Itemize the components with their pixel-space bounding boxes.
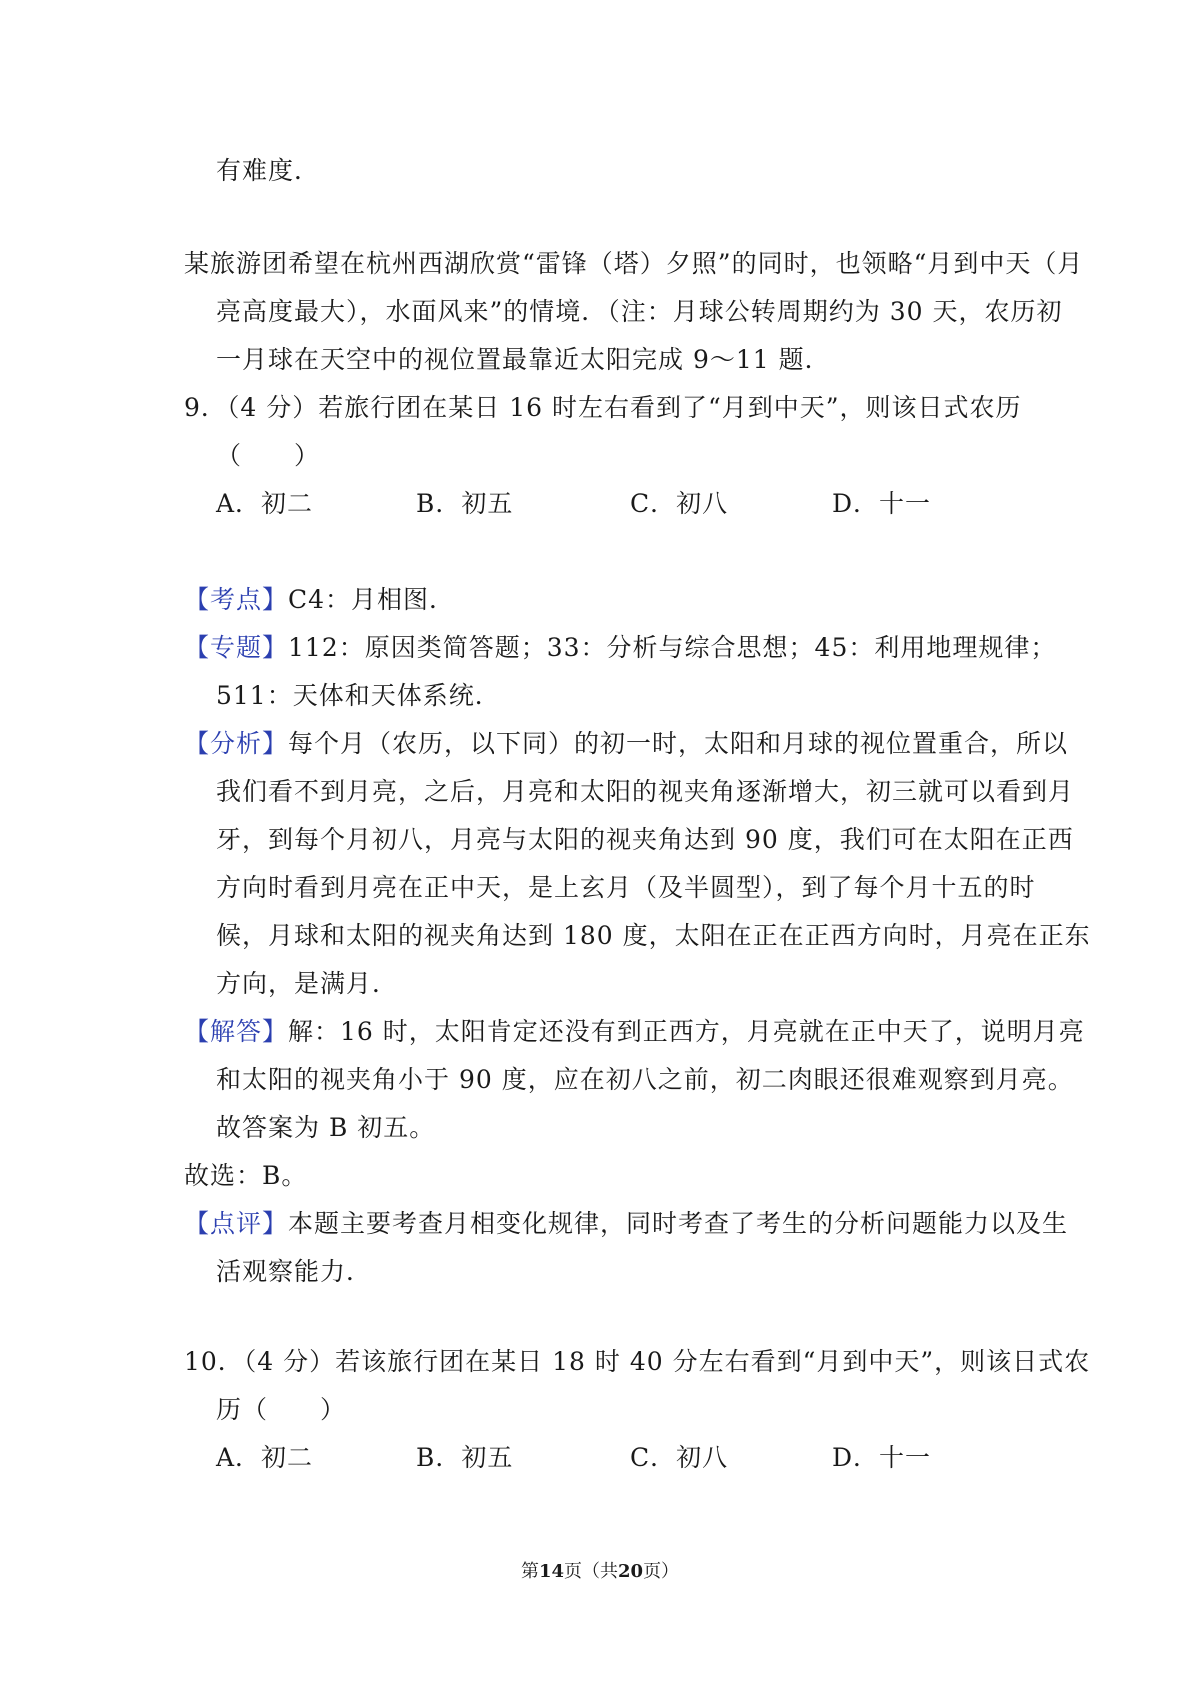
question-10-option-b: B．初五 [416, 1443, 514, 1472]
footer-total-pages: 20 [618, 1561, 644, 1582]
fenxi-section [184, 729, 1068, 759]
question-10-option-d: D．十一 [832, 1443, 932, 1472]
question-10-stem: 10．（4 分）若该旅行团在某日 18 时 40 分左右看到“月到中天”，则该日式农 [184, 1347, 1091, 1376]
kaodian-tag: 【考点】 [184, 585, 289, 614]
page-footer [0, 1560, 1200, 1584]
question-9-option-c: C．初八 [630, 489, 729, 518]
intro-line: 某旅游团希望在杭州西湖欣赏“雷锋（塔）夕照”的同时，也领略“月到中天（月 [184, 249, 1084, 278]
question-10-option-a: A．初二 [216, 1443, 314, 1472]
jieda-text: 和太阳的视夹角小于 90 度，应在初八之前，初二肉眼还很难观察到月亮。 [216, 1065, 1074, 1094]
kaodian-section [184, 585, 455, 615]
fenxi-text: 我们看不到月亮，之后，月亮和太阳的视夹角逐渐增大，初三就可以看到月 [216, 777, 1075, 806]
question-9-option-d: D．十一 [832, 489, 932, 518]
fenxi-text: 方向，是满月． [216, 969, 399, 998]
intro-line: 一月球在天空中的视位置最靠近太阳完成 9～11 题． [216, 345, 831, 374]
kaodian-text: C4：月相图． [288, 585, 456, 614]
fenxi-text: 每个月（农历，以下同）的初一时，太阳和月球的视位置重合，所以 [288, 729, 1069, 758]
fenxi-text: 牙，到每个月初八，月亮与太阳的视夹角达到 90 度，我们可在太阳在正西 [216, 825, 1074, 854]
question-9-option-a: A．初二 [216, 489, 314, 518]
fenxi-tag: 【分析】 [184, 729, 289, 758]
question-10-blank: 历（ ） [216, 1395, 347, 1424]
fenxi-text: 候，月球和太阳的视夹角达到 180 度，太阳在正在正西方向时，月亮在正东 [216, 921, 1091, 950]
question-9-option-b: B．初五 [416, 489, 514, 518]
answer-choice: 故选：B。 [184, 1161, 308, 1190]
footer-suffix: 页） [643, 1561, 680, 1582]
dianping-section [184, 1209, 1068, 1239]
zhuanti-tag: 【专题】 [184, 633, 289, 662]
carryover-text: 有难度． [216, 156, 321, 185]
dianping-text: 本题主要考查月相变化规律，同时考查了考生的分析问题能力以及生 [288, 1209, 1069, 1238]
footer-mid: 页（共 [564, 1561, 618, 1582]
zhuanti-text: 511：天体和天体系统． [216, 681, 501, 710]
question-9-blank: （ ） [216, 441, 321, 470]
question-9-stem: 9．（4 分）若旅行团在某日 16 时左右看到了“月到中天”，则该日式农历 [184, 393, 1022, 422]
fenxi-text: 方向时看到月亮在正中天，是上玄月（及半圆型），到了每个月十五的时 [216, 873, 1036, 902]
jieda-tag: 【解答】 [184, 1017, 289, 1046]
jieda-section [184, 1017, 1085, 1047]
question-10-option-c: C．初八 [630, 1443, 729, 1472]
zhuanti-section [184, 633, 1056, 663]
jieda-text: 故答案为 B 初五。 [216, 1113, 436, 1142]
dianping-tag: 【点评】 [184, 1209, 289, 1238]
dianping-text: 活观察能力． [216, 1257, 373, 1286]
footer-page-number: 14 [538, 1561, 564, 1582]
intro-line: 亮高度最大），水面风来”的情境．（注：月球公转周期约为 30 天，农历初 [216, 297, 1063, 326]
zhuanti-text: 112：原因类简答题；33：分析与综合思想；45：利用地理规律； [288, 633, 1057, 662]
jieda-text: 解：16 时，太阳肯定还没有到正西方，月亮就在正中天了，说明月亮 [288, 1017, 1085, 1046]
footer-prefix: 第 [520, 1561, 539, 1582]
